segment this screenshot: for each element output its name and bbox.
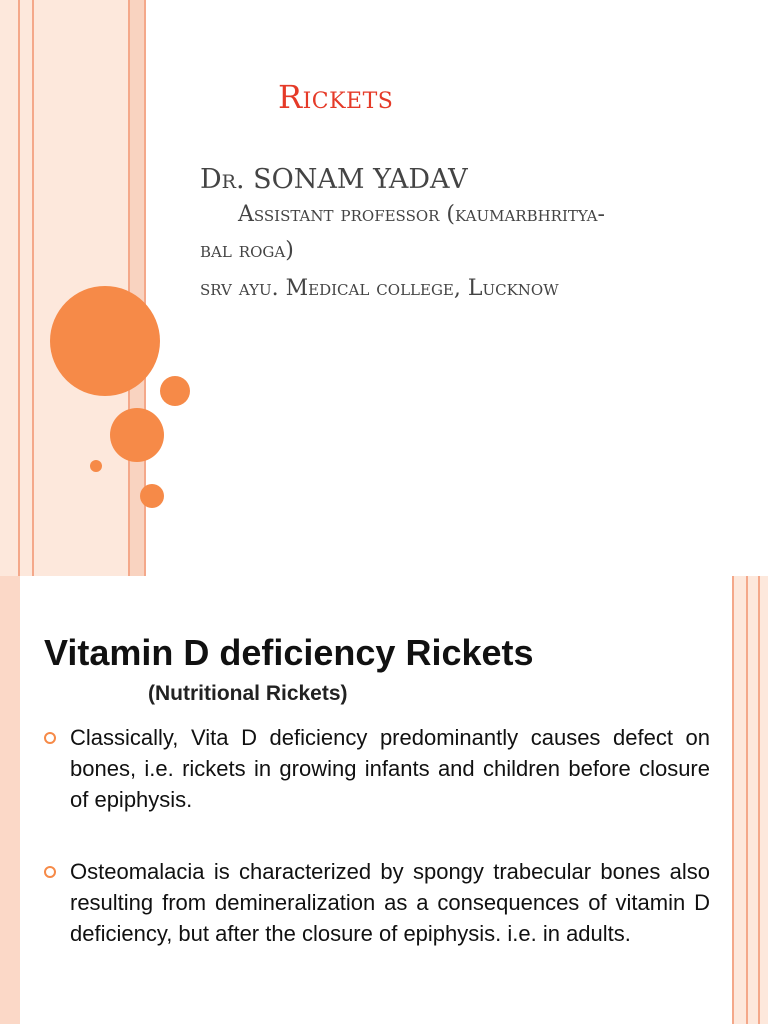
right-stripe [734, 576, 768, 1024]
stripe-line [732, 576, 734, 1024]
presentation-title: Rickets [278, 78, 394, 116]
bullet-circle-icon [44, 732, 56, 744]
stripe-line [128, 0, 130, 576]
bullet-item [44, 722, 710, 815]
stripe-line [18, 0, 20, 576]
stripe-line [32, 0, 34, 576]
decor-circle-small [160, 376, 190, 406]
bullet-text: Classically, Vita D deficiency predominantly causes defect on bones, i.e. rickets in growing infants and children before closure of epiphysis. [70, 725, 710, 812]
bullet-circle-icon [44, 866, 56, 878]
slide-content [0, 576, 768, 1024]
author-name: Dr. SONAM YADAV [200, 164, 468, 195]
decor-circle-large [50, 286, 160, 396]
author-designation: Assistant professor (kaumarbhritya- [238, 202, 605, 227]
slide-subheading: (Nutritional Rickets) [148, 682, 348, 705]
bullet-text: Osteomalacia is characterized by spongy trabecular bones also resulting from demineralization as a consequences of vitamin D deficiency, but after the closure of epiphysis. i.e. in adults. [70, 859, 710, 946]
stripe-line [758, 576, 760, 1024]
bullet-item [44, 856, 710, 949]
decor-circle-tiny [90, 460, 102, 472]
author-designation-cont: bal roga) [200, 238, 294, 263]
decor-circle-medium [110, 408, 164, 462]
slide-heading: Vitamin D deficiency Rickets [44, 632, 534, 673]
decor-circle-small [140, 484, 164, 508]
author-institution: srv ayu. Medical college, Lucknow [200, 276, 559, 301]
left-stripe [0, 576, 20, 1024]
stripe-line [746, 576, 748, 1024]
